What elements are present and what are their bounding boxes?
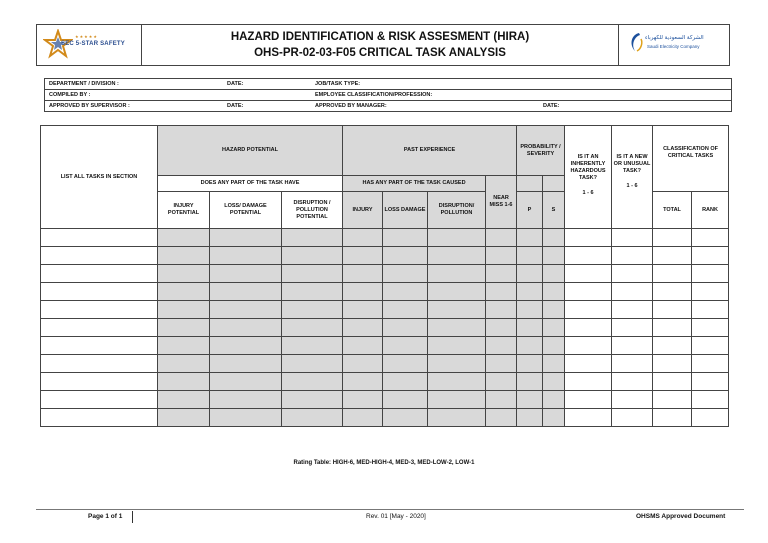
table-cell[interactable]: [517, 391, 543, 409]
five-star-safety-logo: [37, 25, 142, 66]
department-field[interactable]: DEPARTMENT / DIVISION :: [45, 79, 224, 90]
table-cell[interactable]: [41, 355, 158, 373]
table-cell[interactable]: [565, 373, 612, 391]
table-cell[interactable]: [565, 229, 612, 247]
table-cell[interactable]: [612, 301, 653, 319]
table-row: [41, 337, 729, 355]
table-cell[interactable]: [210, 319, 282, 337]
table-cell[interactable]: [565, 319, 612, 337]
logo-text: SEC 5-STAR SAFETY: [61, 41, 125, 47]
table-cell[interactable]: [653, 337, 692, 355]
rank-header: RANK: [692, 192, 729, 229]
table-cell[interactable]: [282, 409, 343, 427]
table-cell[interactable]: [343, 265, 383, 283]
table-cell[interactable]: [41, 283, 158, 301]
past-experience-header: PAST EXPERIENCE: [343, 126, 517, 176]
info-block: [44, 78, 732, 112]
table-cell[interactable]: [428, 265, 486, 283]
table-cell[interactable]: [383, 265, 428, 283]
approved-manager-field[interactable]: APPROVED BY MANAGER:: [311, 101, 539, 112]
table-cell[interactable]: [428, 355, 486, 373]
table-cell[interactable]: [565, 355, 612, 373]
table-cell[interactable]: [282, 283, 343, 301]
table-cell[interactable]: [343, 319, 383, 337]
table-cell[interactable]: [653, 319, 692, 337]
does-any-part-header: DOES ANY PART OF THE TASK HAVE: [158, 176, 343, 192]
table-cell[interactable]: [612, 247, 653, 265]
table-cell[interactable]: [653, 391, 692, 409]
table-cell[interactable]: [486, 337, 517, 355]
table-cell[interactable]: [158, 229, 210, 247]
table-cell[interactable]: [565, 409, 612, 427]
table-cell[interactable]: [158, 319, 210, 337]
table-cell[interactable]: [383, 409, 428, 427]
table-cell[interactable]: [383, 319, 428, 337]
table-cell[interactable]: [158, 283, 210, 301]
table-cell[interactable]: [692, 391, 729, 409]
company-name-arabic: الشركة السعودية للكهرباء: [645, 35, 704, 41]
table-cell[interactable]: [486, 409, 517, 427]
footer-divider: [36, 509, 744, 510]
page-number: Page 1 of 1: [88, 513, 123, 520]
table-cell[interactable]: [565, 265, 612, 283]
probability-spacer: [517, 176, 543, 192]
table-cell[interactable]: [486, 283, 517, 301]
table-cell[interactable]: [486, 229, 517, 247]
table-cell[interactable]: [282, 265, 343, 283]
table-cell[interactable]: [428, 373, 486, 391]
table-cell[interactable]: [543, 247, 565, 265]
inherently-hazardous-label: IS IT AN INHERENTLY HAZARDOUS TASK?: [570, 154, 606, 181]
table-cell[interactable]: [158, 301, 210, 319]
table-cell[interactable]: [543, 265, 565, 283]
table-cell[interactable]: [158, 265, 210, 283]
table-cell[interactable]: [653, 247, 692, 265]
table-cell[interactable]: [282, 391, 343, 409]
table-cell[interactable]: [41, 229, 158, 247]
list-tasks-header: LIST ALL TASKS IN SECTION: [41, 126, 158, 229]
table-cell[interactable]: [517, 265, 543, 283]
table-cell[interactable]: [158, 355, 210, 373]
sec-emblem-icon: [627, 31, 645, 55]
table-cell[interactable]: [543, 391, 565, 409]
table-cell[interactable]: [692, 229, 729, 247]
table-cell[interactable]: [210, 283, 282, 301]
table-cell[interactable]: [517, 373, 543, 391]
table-cell[interactable]: [486, 373, 517, 391]
table-cell[interactable]: [343, 337, 383, 355]
rating-table-note: Rating Table: HIGH-6, MED-HIGH-4, MED-3, MED-LOW-2, LOW-1: [293, 460, 475, 466]
manager-date-field[interactable]: DATE:: [539, 101, 732, 112]
table-cell[interactable]: [565, 247, 612, 265]
s-header: S: [543, 192, 565, 229]
document-header: [36, 24, 730, 66]
loss-damage-potential-header: LOSS/ DAMAGE POTENTIAL: [210, 192, 282, 229]
table-cell[interactable]: [565, 337, 612, 355]
table-cell[interactable]: [612, 337, 653, 355]
table-cell[interactable]: [692, 265, 729, 283]
table-cell[interactable]: [282, 337, 343, 355]
table-cell[interactable]: [543, 283, 565, 301]
table-cell[interactable]: [486, 265, 517, 283]
table-cell[interactable]: [428, 319, 486, 337]
table-cell[interactable]: [543, 409, 565, 427]
table-cell[interactable]: [692, 373, 729, 391]
table-cell[interactable]: [653, 355, 692, 373]
table-cell[interactable]: [653, 373, 692, 391]
table-cell[interactable]: [517, 355, 543, 373]
classification-header: CLASSIFICATION OF CRITICAL TASKS: [653, 126, 729, 192]
table-cell[interactable]: [612, 355, 653, 373]
table-cell[interactable]: [612, 319, 653, 337]
table-cell[interactable]: [282, 355, 343, 373]
table-cell[interactable]: [517, 283, 543, 301]
table-cell[interactable]: [612, 283, 653, 301]
table-cell[interactable]: [517, 229, 543, 247]
title-block: [142, 25, 619, 66]
table-cell[interactable]: [41, 319, 158, 337]
table-row: [41, 409, 729, 427]
table-cell[interactable]: [428, 247, 486, 265]
table-cell[interactable]: [428, 229, 486, 247]
table-cell[interactable]: [486, 247, 517, 265]
table-cell[interactable]: [383, 337, 428, 355]
table-cell[interactable]: [41, 391, 158, 409]
table-cell[interactable]: [428, 337, 486, 355]
job-task-type-field[interactable]: JOB/TASK TYPE:: [311, 79, 732, 90]
table-cell[interactable]: [158, 391, 210, 409]
table-cell[interactable]: [383, 247, 428, 265]
supervisor-date-field[interactable]: DATE:: [223, 101, 311, 112]
table-cell[interactable]: [343, 283, 383, 301]
new-unusual-label: IS IT A NEW OR UNUSUAL TASK?: [613, 154, 651, 174]
footer-separator: [132, 511, 133, 523]
table-cell[interactable]: [653, 229, 692, 247]
table-row: [41, 301, 729, 319]
table-cell[interactable]: [565, 391, 612, 409]
table-row: [41, 229, 729, 247]
total-header: TOTAL: [653, 192, 692, 229]
table-cell[interactable]: [158, 373, 210, 391]
table-cell[interactable]: [210, 301, 282, 319]
table-cell[interactable]: [428, 409, 486, 427]
document-title: HAZARD IDENTIFICATION & RISK ASSESMENT (HIRA): [230, 31, 530, 43]
table-row: [41, 373, 729, 391]
table-cell[interactable]: [543, 337, 565, 355]
table-cell[interactable]: [565, 301, 612, 319]
inherently-hazardous-scale: 1 - 6: [582, 190, 594, 196]
table-cell[interactable]: [210, 355, 282, 373]
p-header: P: [517, 192, 543, 229]
table-cell[interactable]: [692, 355, 729, 373]
table-cell[interactable]: [41, 301, 158, 319]
table-cell[interactable]: [383, 283, 428, 301]
critical-task-table: [40, 125, 729, 427]
table-cell[interactable]: [517, 247, 543, 265]
table-cell[interactable]: [612, 229, 653, 247]
table-cell[interactable]: [41, 409, 158, 427]
table-cell[interactable]: [210, 391, 282, 409]
table-cell[interactable]: [517, 301, 543, 319]
table-cell[interactable]: [653, 409, 692, 427]
table-cell[interactable]: [517, 409, 543, 427]
table-cell[interactable]: [210, 229, 282, 247]
table-cell[interactable]: [486, 319, 517, 337]
table-cell[interactable]: [692, 247, 729, 265]
table-cell[interactable]: [41, 373, 158, 391]
table-cell[interactable]: [343, 391, 383, 409]
approved-document-label: OHSMS Approved Document: [636, 513, 726, 520]
compiled-by-field[interactable]: COMPILED BY :: [45, 90, 312, 101]
table-cell[interactable]: [383, 373, 428, 391]
table-cell[interactable]: [383, 301, 428, 319]
table-cell[interactable]: [282, 319, 343, 337]
date-field[interactable]: DATE:: [223, 79, 311, 90]
table-cell[interactable]: [343, 301, 383, 319]
document-subtitle: OHS-PR-02-03-F05 CRITICAL TASK ANALYSIS: [254, 47, 506, 59]
table-cell[interactable]: [692, 409, 729, 427]
table-cell[interactable]: [692, 283, 729, 301]
table-cell[interactable]: [282, 301, 343, 319]
table-cell[interactable]: [41, 265, 158, 283]
table-cell[interactable]: [692, 319, 729, 337]
has-any-part-header: HAS ANY PART OF THE TASK CAUSED: [343, 176, 486, 192]
logo-stars: ★★★★★: [75, 34, 98, 39]
table-row: [41, 391, 729, 409]
table-row: [41, 247, 729, 265]
table-row: [41, 265, 729, 283]
table-cell[interactable]: [210, 337, 282, 355]
table-cell[interactable]: [543, 373, 565, 391]
probability-severity-header: PROBABILITY / SEVERITY: [517, 126, 565, 176]
table-cell[interactable]: [383, 355, 428, 373]
data-rows: [41, 229, 729, 427]
table-cell[interactable]: [428, 391, 486, 409]
table-cell[interactable]: [428, 283, 486, 301]
table-cell[interactable]: [383, 391, 428, 409]
table-cell[interactable]: [41, 247, 158, 265]
table-row: [41, 319, 729, 337]
table-cell[interactable]: [210, 265, 282, 283]
table-cell[interactable]: [383, 229, 428, 247]
table-cell[interactable]: [210, 373, 282, 391]
table-cell[interactable]: [158, 409, 210, 427]
company-name-english: Saudi Electricity Company: [647, 44, 700, 49]
approved-supervisor-field[interactable]: APPROVED BY SUPERVISOR :: [45, 101, 224, 112]
loss-damage-header: LOSS DAMAGE: [383, 192, 428, 229]
table-cell[interactable]: [158, 337, 210, 355]
table-row: [41, 283, 729, 301]
table-cell[interactable]: [565, 283, 612, 301]
near-miss-header: NEAR MISS 1-6: [486, 176, 517, 229]
table-cell[interactable]: [612, 265, 653, 283]
table-cell[interactable]: [543, 301, 565, 319]
table-cell[interactable]: [343, 373, 383, 391]
table-cell[interactable]: [653, 301, 692, 319]
hazard-potential-header: HAZARD POTENTIAL: [158, 126, 343, 176]
table-cell[interactable]: [653, 265, 692, 283]
table-row: [41, 355, 729, 373]
disruption-pollution-potential-header: DISRUPTION / POLLUTION POTENTIAL: [282, 192, 343, 229]
table-cell[interactable]: [282, 229, 343, 247]
table-cell[interactable]: [343, 247, 383, 265]
table-cell[interactable]: [282, 373, 343, 391]
table-cell[interactable]: [41, 337, 158, 355]
table-cell[interactable]: [343, 355, 383, 373]
table-cell[interactable]: [612, 373, 653, 391]
employee-classification-field[interactable]: EMPLOYEE CLASSIFICATION/PROFESSION:: [311, 90, 732, 101]
table-cell[interactable]: [653, 283, 692, 301]
table-cell[interactable]: [158, 247, 210, 265]
new-unusual-header: [612, 126, 653, 229]
table-cell[interactable]: [517, 319, 543, 337]
revision: Rev. 01 [May - 2020]: [366, 513, 426, 520]
table-cell[interactable]: [210, 247, 282, 265]
injury-potential-header: INJURY POTENTIAL: [158, 192, 210, 229]
table-cell[interactable]: [612, 391, 653, 409]
table-cell[interactable]: [486, 301, 517, 319]
severity-spacer: [543, 176, 565, 192]
table-cell[interactable]: [428, 301, 486, 319]
inherently-hazardous-header: [565, 126, 612, 229]
table-cell[interactable]: [210, 409, 282, 427]
table-cell[interactable]: [282, 247, 343, 265]
table-cell[interactable]: [517, 337, 543, 355]
disruption-pollution-header: DISRUPTION/ POLLUTION: [428, 192, 486, 229]
table-cell[interactable]: [692, 337, 729, 355]
injury-header: INJURY: [343, 192, 383, 229]
new-unusual-scale: 1 - 6: [626, 183, 638, 189]
table-cell[interactable]: [692, 301, 729, 319]
table-cell[interactable]: [543, 355, 565, 373]
table-cell[interactable]: [543, 319, 565, 337]
table-cell[interactable]: [343, 229, 383, 247]
table-cell[interactable]: [612, 409, 653, 427]
table-cell[interactable]: [486, 391, 517, 409]
sec-company-logo: [619, 25, 730, 66]
table-cell[interactable]: [543, 229, 565, 247]
table-cell[interactable]: [486, 355, 517, 373]
table-cell[interactable]: [343, 409, 383, 427]
